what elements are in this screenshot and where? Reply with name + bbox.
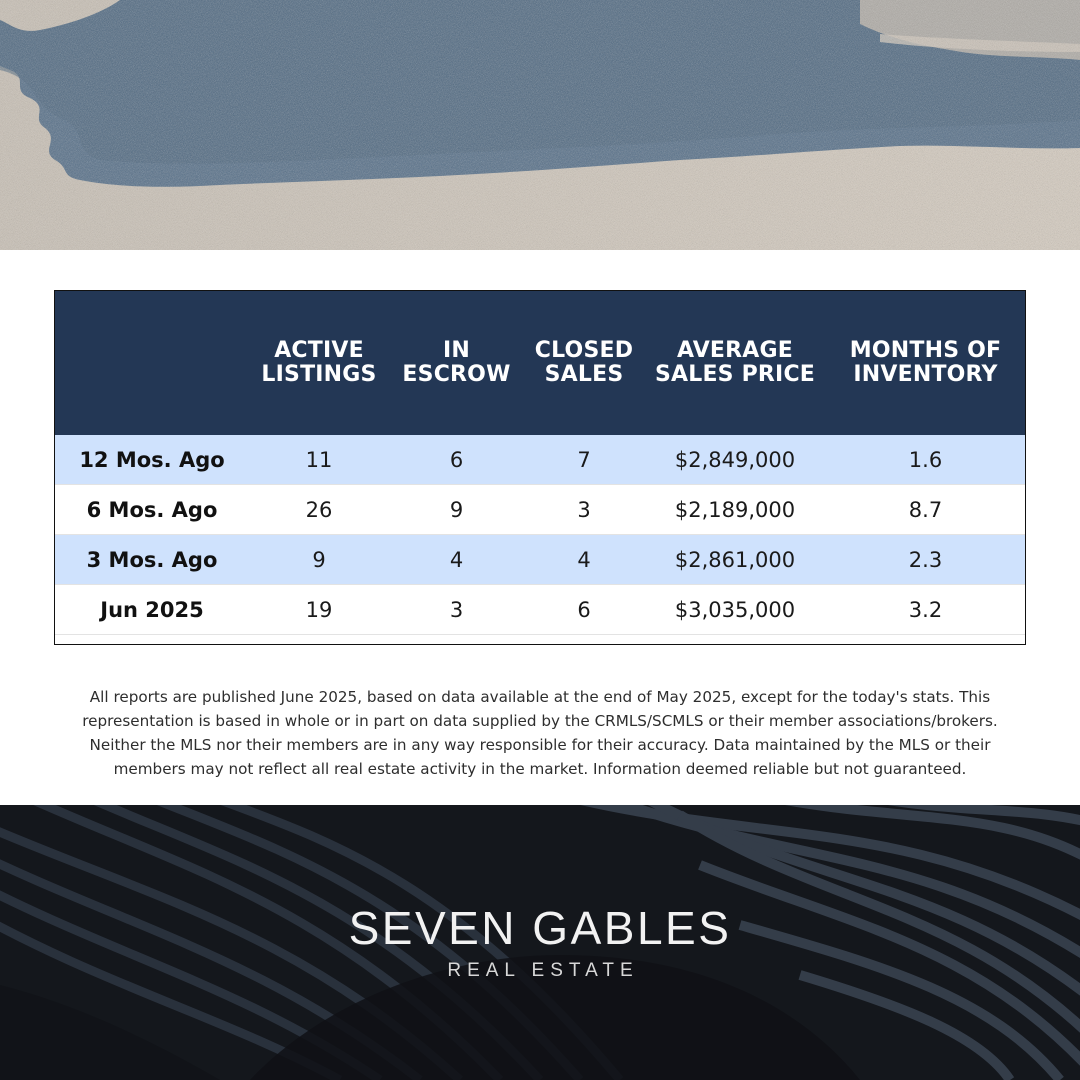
average-sales-price-cell: $3,035,000 xyxy=(644,585,826,635)
closed-sales-cell: 7 xyxy=(524,435,644,485)
header-in-escrow: IN ESCROW xyxy=(389,291,524,435)
brand-banner xyxy=(0,805,1080,1080)
table-header-row xyxy=(55,291,1025,435)
closed-sales-cell: 4 xyxy=(524,535,644,585)
active-listings-cell: 19 xyxy=(249,585,389,635)
in-escrow-cell: 9 xyxy=(389,485,524,535)
closed-sales-cell: 6 xyxy=(524,585,644,635)
active-listings-cell: 9 xyxy=(249,535,389,585)
active-listings-cell: 26 xyxy=(249,485,389,535)
months-of-inventory-cell: 1.6 xyxy=(826,435,1025,485)
average-sales-price-cell: $2,861,000 xyxy=(644,535,826,585)
header-months-of-inventory: MONTHS OF INVENTORY xyxy=(826,291,1025,435)
average-sales-price-cell: $2,189,000 xyxy=(644,485,826,535)
closed-sales-cell: 3 xyxy=(524,485,644,535)
brand-logo xyxy=(0,903,1080,983)
disclaimer-text: All reports are published June 2025, based on data available at the end of May 2025, except for the today's stats. This representation is based in whole or in part on data supplied by the CRMLS/SCMLS or their member associations/brokers. Neither the MLS nor their members are in any way responsible for their accuracy. Data maintained by the MLS or their members may not reflect all real estate activity in the market. Information deemed reliable but not guaranteed. xyxy=(82,688,998,778)
hero-photo xyxy=(0,0,1080,250)
brand-tagline: REAL ESTATE xyxy=(447,960,639,981)
market-stats-table xyxy=(54,290,1026,645)
average-sales-price-cell: $2,849,000 xyxy=(644,435,826,485)
table-row xyxy=(55,535,1025,585)
in-escrow-cell: 6 xyxy=(389,435,524,485)
row-period-label: Jun 2025 xyxy=(55,585,249,635)
table-row xyxy=(55,585,1025,635)
header-empty xyxy=(55,291,249,435)
header-active-listings: ACTIVE LISTINGS xyxy=(249,291,389,435)
header-average-sales-price: AVERAGE SALES PRICE xyxy=(644,291,826,435)
brand-name: SEVEN GABLES xyxy=(348,902,732,954)
months-of-inventory-cell: 3.2 xyxy=(826,585,1025,635)
row-period-label: 12 Mos. Ago xyxy=(55,435,249,485)
table-row xyxy=(55,435,1025,485)
months-of-inventory-cell: 2.3 xyxy=(826,535,1025,585)
months-of-inventory-cell: 8.7 xyxy=(826,485,1025,535)
in-escrow-cell: 3 xyxy=(389,585,524,635)
header-closed-sales: CLOSED SALES xyxy=(524,291,644,435)
row-period-label: 3 Mos. Ago xyxy=(55,535,249,585)
road-photo-image xyxy=(0,0,1080,250)
in-escrow-cell: 4 xyxy=(389,535,524,585)
row-period-label: 6 Mos. Ago xyxy=(55,485,249,535)
active-listings-cell: 11 xyxy=(249,435,389,485)
table-row xyxy=(55,485,1025,535)
